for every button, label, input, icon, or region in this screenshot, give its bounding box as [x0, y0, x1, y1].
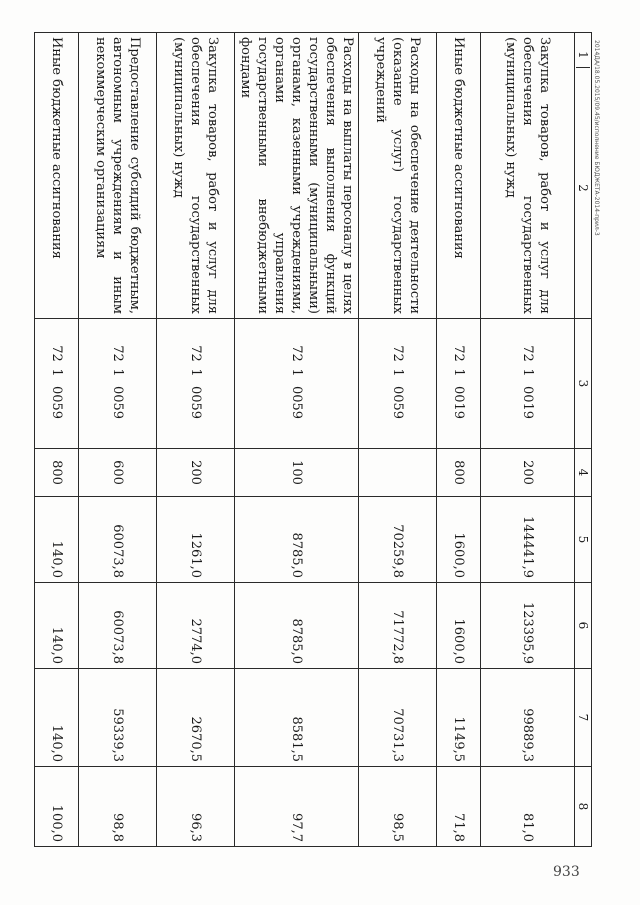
row-value-col6: 140,0 — [35, 583, 79, 669]
row-name-cell: Закупка товаров, работ и услуг для обеспечения государственных (муниципальных) нужд — [481, 33, 575, 319]
code-segment-1: 72 — [49, 345, 64, 362]
table-row — [437, 33, 481, 847]
code-segment-1: 72 — [289, 345, 304, 362]
code-segment-3: 0059 — [110, 385, 125, 420]
row-value-col6: 2774,0 — [157, 583, 235, 669]
code-segment-2: 1 — [49, 368, 64, 377]
row-code-cell — [79, 319, 157, 449]
row-value-col8: 100,0 — [35, 767, 79, 847]
header-label-2: 2 — [576, 184, 590, 192]
col-header-2 — [575, 319, 592, 449]
row-value-col7: 1149,5 — [437, 669, 481, 767]
header-label-5: 5 — [576, 535, 590, 544]
row-value-col5: 1600,0 — [437, 497, 481, 583]
row-value-col6: 1600,0 — [437, 583, 481, 669]
table-row — [481, 33, 575, 847]
row-name-cell: Расходы на обеспечение деятельности (оказание услуг) государственных учреждений — [359, 33, 437, 319]
table-row — [359, 33, 437, 847]
row-value-col5: 8785,0 — [235, 497, 359, 583]
row-value-col7: 2670,5 — [157, 669, 235, 767]
code-segment-1: 72 — [390, 345, 405, 362]
rotated-table-container — [49, 32, 592, 846]
row-col4-cell — [79, 449, 157, 497]
row-value-col7: 8581,5 — [235, 669, 359, 767]
row-value-col5: 60073,8 — [79, 497, 157, 583]
col-header-1 — [575, 33, 592, 319]
col-header-4 — [575, 497, 592, 583]
code-segment-3: 0059 — [188, 385, 203, 420]
code-segment-4: 600 — [110, 460, 125, 485]
code-segment-2: 1 — [188, 368, 203, 377]
code-segment-2: 1 — [451, 368, 466, 377]
row-value-col8: 96,3 — [157, 767, 235, 847]
budget-table — [34, 32, 592, 847]
row-value-col6: 60073,8 — [79, 583, 157, 669]
row-code-cell — [481, 319, 575, 449]
row-value-col8: 81,0 — [481, 767, 575, 847]
row-value-col8: 71,8 — [437, 767, 481, 847]
code-segment-3: 0019 — [451, 385, 466, 420]
row-code-cell — [35, 319, 79, 449]
row-value-col7: 70731,3 — [359, 669, 437, 767]
code-segment-2: 1 — [110, 368, 125, 377]
code-segment-1: 72 — [110, 345, 125, 362]
row-name-cell: Предоставление субсидий бюджетным, автономным учреждениям и иным некоммерческим организациям — [79, 33, 157, 319]
header-label-1: 1 — [576, 43, 590, 68]
row-value-col8: 97,7 — [235, 767, 359, 847]
row-value-col5: 1261,0 — [157, 497, 235, 583]
row-code-cell — [235, 319, 359, 449]
code-segment-2: 1 — [520, 368, 535, 377]
row-col4-cell — [35, 449, 79, 497]
row-col4-cell — [235, 449, 359, 497]
row-value-col7: 59339,3 — [79, 669, 157, 767]
row-name-cell: Закупка товаров, работ и услуг для обеспечения государственных (муниципальных) нужд — [157, 33, 235, 319]
row-value-col8: 98,8 — [79, 767, 157, 847]
row-code-cell — [359, 319, 437, 449]
header-label-4: 4 — [576, 468, 590, 477]
row-col4-cell — [359, 449, 437, 497]
col-header-3 — [575, 449, 592, 497]
col-header-7 — [575, 767, 592, 847]
row-col4-cell — [481, 449, 575, 497]
row-value-col8: 98,5 — [359, 767, 437, 847]
header-label-7: 7 — [576, 713, 590, 722]
code-segment-1: 72 — [451, 345, 466, 362]
code-segment-4: 800 — [49, 460, 64, 485]
code-segment-4: 100 — [289, 460, 304, 485]
code-segment-1: 72 — [188, 345, 203, 362]
row-value-col6: 8785,0 — [235, 583, 359, 669]
row-code-cell — [157, 319, 235, 449]
row-value-col6: 71772,8 — [359, 583, 437, 669]
code-segment-2: 1 — [289, 368, 304, 377]
row-value-col5: 70259,8 — [359, 497, 437, 583]
table-row — [235, 33, 359, 847]
code-segment-4: 200 — [520, 460, 535, 485]
col-header-6 — [575, 669, 592, 767]
row-value-col6: 123395,9 — [481, 583, 575, 669]
code-segment-3: 0059 — [289, 385, 304, 420]
col-header-5 — [575, 583, 592, 669]
code-segment-4: 800 — [451, 460, 466, 485]
code-segment-1: 72 — [520, 345, 535, 362]
header-label-6: 6 — [576, 621, 590, 630]
table-row — [79, 33, 157, 847]
row-value-col5: 140,0 — [35, 497, 79, 583]
code-segment-4: 200 — [188, 460, 203, 485]
table-row — [157, 33, 235, 847]
header-row — [575, 33, 592, 847]
code-segment-2: 1 — [390, 368, 405, 377]
code-segment-3: 0059 — [49, 385, 64, 420]
row-name-cell: Иные бюджетные ассигнования — [437, 33, 481, 319]
code-segment-3: 0059 — [390, 385, 405, 420]
footer-file-note: 2014ДА/18.05.2015/09.45/исполнение БЮДЖЕТА-2014-прил-3 — [593, 40, 600, 236]
code-segment-3: 0019 — [520, 385, 535, 420]
header-label-8: 8 — [576, 802, 590, 811]
row-name-cell: Расходы на выплаты персоналу в целях обеспечения выполнения функций государственными (муниципальными) органами, казенными учреждениями, органами управления государственными внебюджетными фондами — [235, 33, 359, 319]
header-label-3: 3 — [576, 379, 590, 388]
row-value-col7: 140,0 — [35, 669, 79, 767]
row-value-col7: 99889,3 — [481, 669, 575, 767]
row-code-cell — [437, 319, 481, 449]
row-name-cell: Иные бюджетные ассигнования — [35, 33, 79, 319]
row-col4-cell — [437, 449, 481, 497]
table-row — [35, 33, 79, 847]
row-value-col5: 144441,9 — [481, 497, 575, 583]
row-col4-cell — [157, 449, 235, 497]
page-number: 933 — [553, 864, 580, 880]
